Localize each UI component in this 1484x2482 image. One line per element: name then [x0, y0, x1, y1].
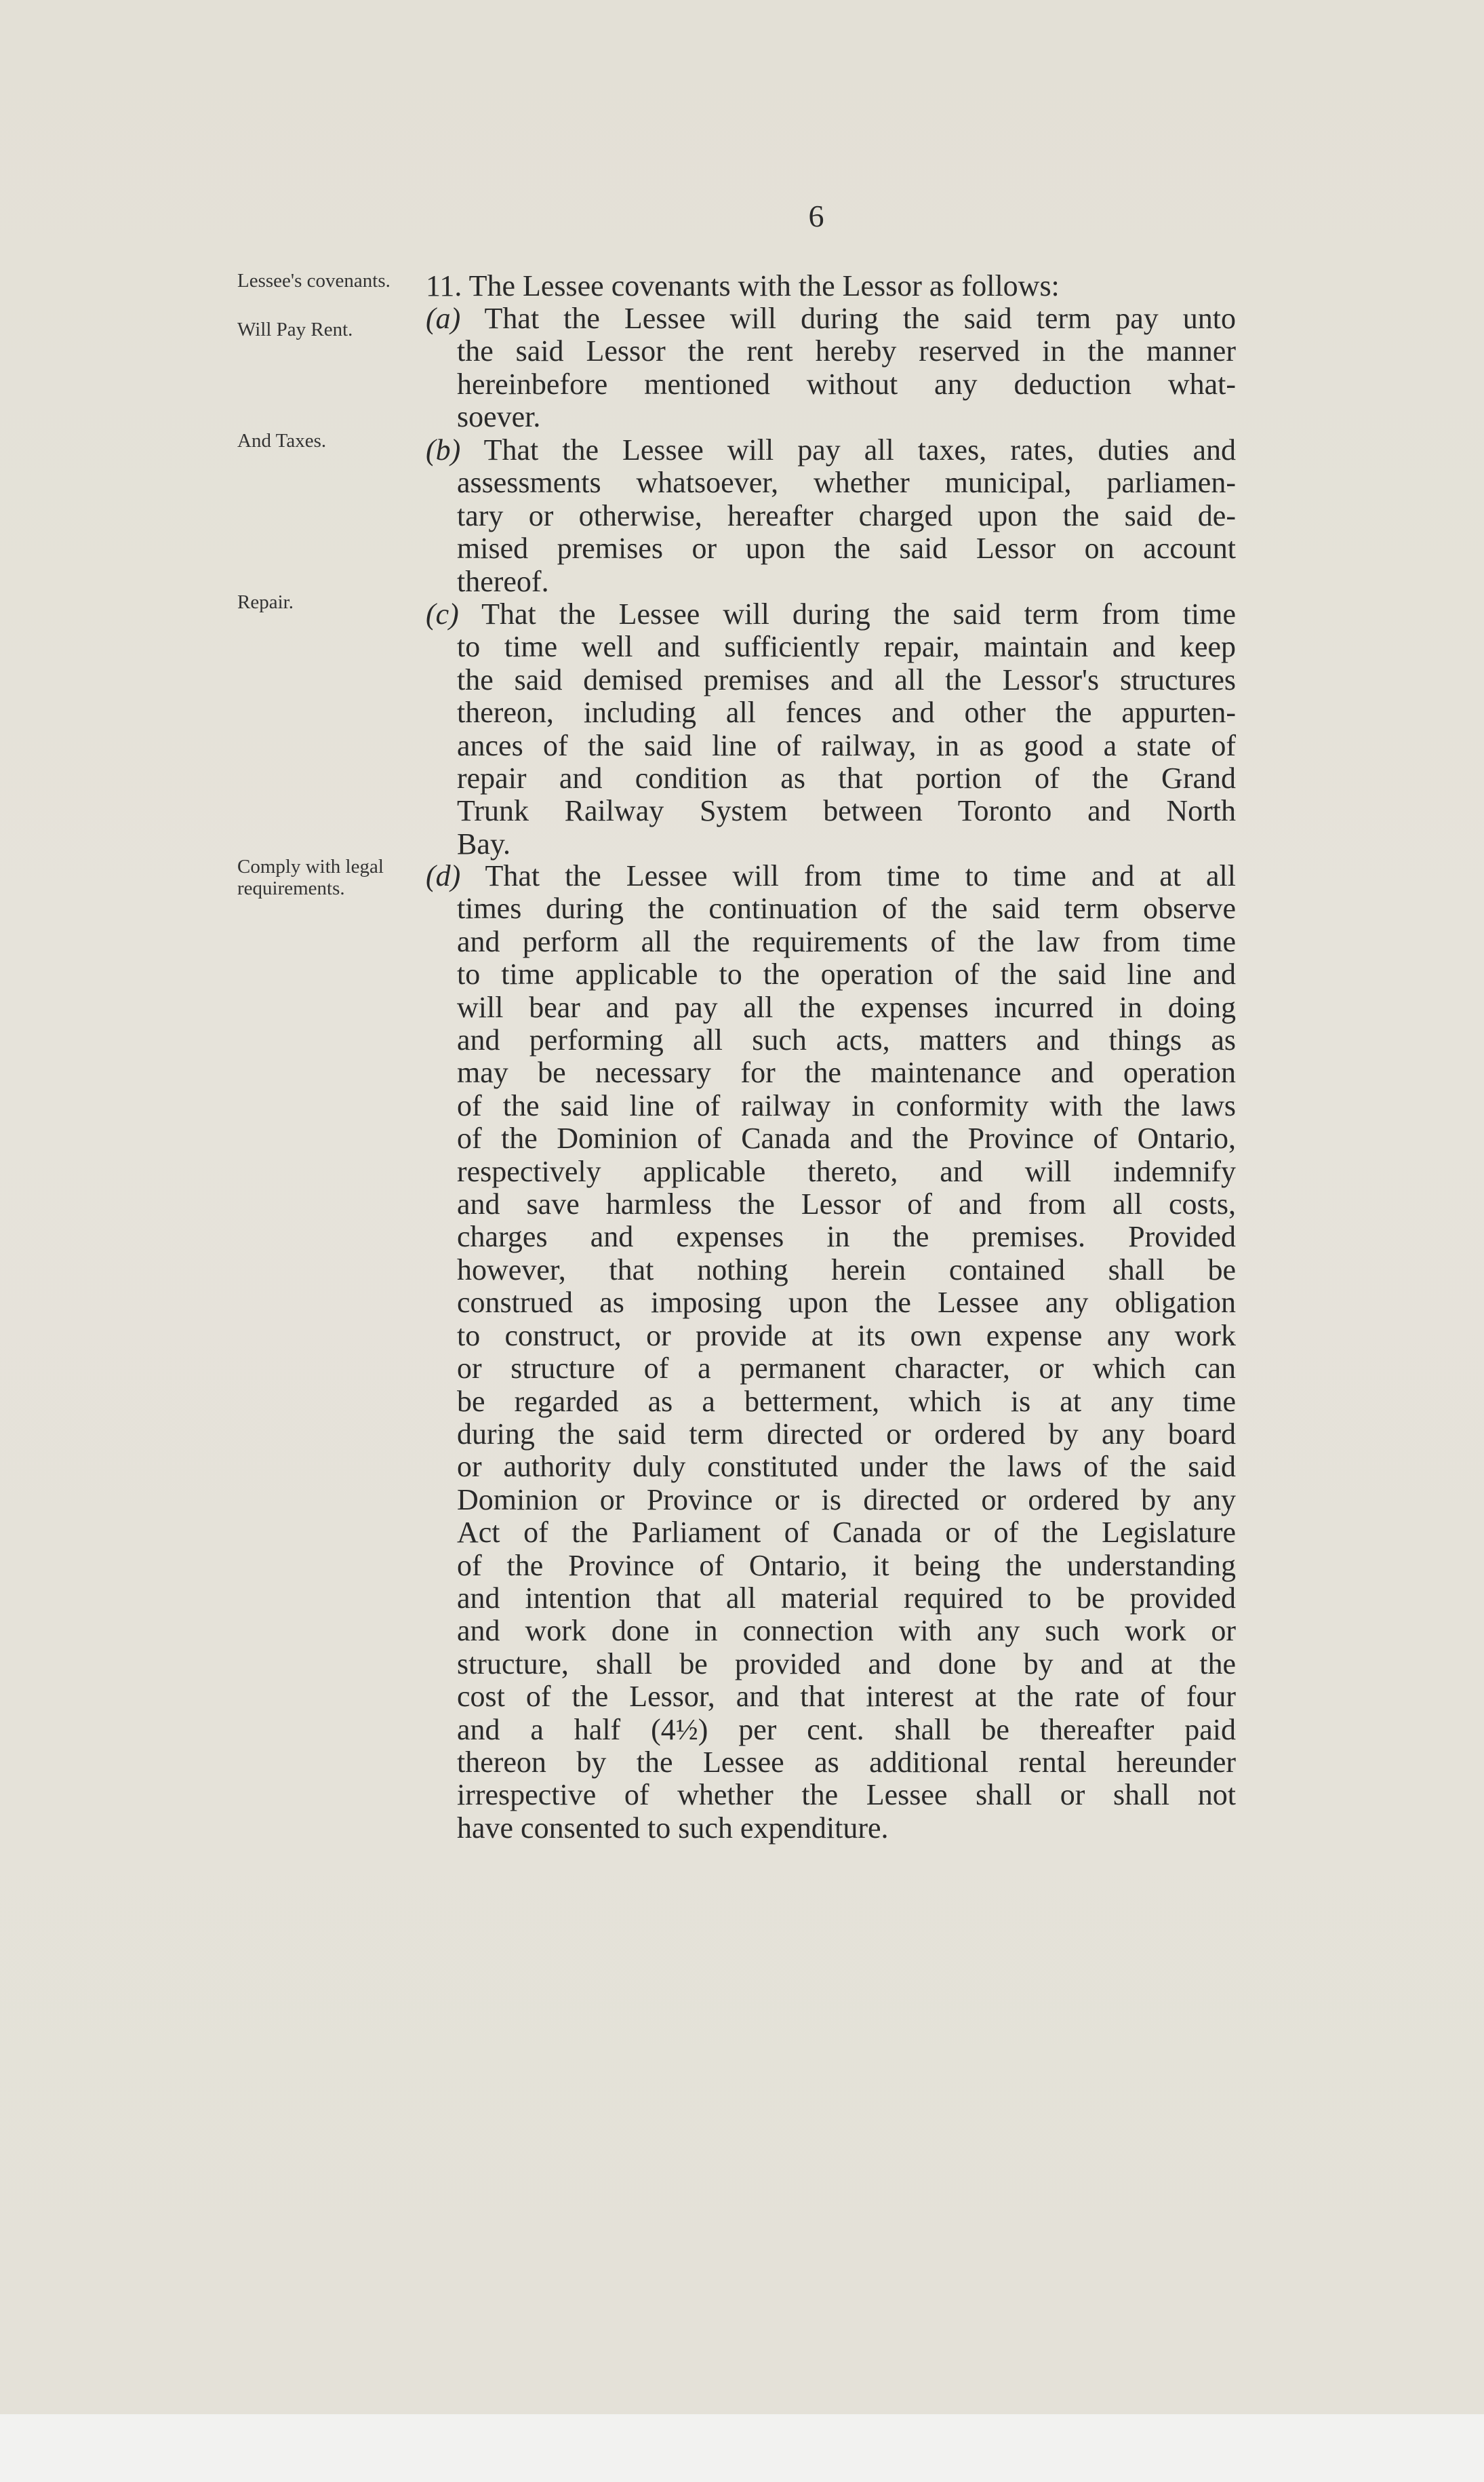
clause-d-line-28: thereon by the Lessee as additional rental hereunder [457, 1745, 1236, 1779]
clause-d-line-29: irrespective of whether the Lessee shall or shall not [457, 1778, 1236, 1812]
clause-d-line-12: charges and expenses in the premises. Provided [457, 1220, 1236, 1254]
clause-d-line-19: or authority duly constituted under the laws of the said [457, 1450, 1236, 1484]
clause-a-line-2: the said Lessor the rent hereby reserved in the manner [457, 334, 1236, 368]
clause-a-line-1: (a) That the Lessee will during the said term pay unto [426, 302, 1236, 335]
clause-d-line-7: may be necessary for the maintenance and operation [457, 1056, 1236, 1090]
clause-c-line-8: Bay. [457, 827, 511, 861]
clause-b-line-3: tary or otherwise, hereafter charged upon the said de- [457, 498, 1236, 532]
clause-d-line-3: and perform all the requirements of the law from time [457, 924, 1236, 958]
clause-b-line-4: mised premises or upon the said Lessor on account [457, 532, 1236, 566]
margin-note-repair: Repair. [237, 591, 294, 613]
clause-d-line-11: and save harmless the Lessor of and from all costs, [457, 1187, 1236, 1221]
clause-d-line-30: have consented to such expenditure. [457, 1811, 889, 1845]
margin-note-will-pay-rent: Will Pay Rent. [237, 319, 353, 340]
clause-d-line-24: and work done in connection with any such work or [457, 1614, 1236, 1648]
clause-c-line-3: the said demised premises and all the Lessor's structures [457, 663, 1236, 696]
margin-note-comply-with-legal-requirements: Comply with legal requirements. [237, 856, 384, 899]
margin-note-and-taxes: And Taxes. [237, 430, 327, 452]
clause-d-line-17: be regarded as a betterment, which is at any time [457, 1384, 1236, 1418]
clause-d-line-5: will bear and pay all the expenses incurred in doing [457, 990, 1236, 1024]
clause-d-line-27: and a half (4½) per cent. shall be thereafter paid [457, 1712, 1236, 1746]
clause-d-line-4: to time applicable to the operation of the said line and [457, 958, 1236, 991]
clause-c-label: (c) [426, 597, 459, 631]
clause-b-line-1: (b) That the Lessee will pay all taxes, rates, duties and [426, 433, 1236, 467]
clause-d-line-14: construed as imposing upon the Lessee any obligation [457, 1286, 1236, 1320]
clause-c-line-5: ances of the said line of railway, in as good a state of [457, 728, 1236, 762]
clause-c-line-7: Trunk Railway System between Toronto and North [457, 794, 1236, 828]
clause-d-line-9: of the Dominion of Canada and the Province of Ontario, [457, 1122, 1236, 1156]
clause-d-line-20: Dominion or Province or is directed or ordered by any [457, 1482, 1236, 1516]
clause-d-line-1: (d) That the Lessee will from time to time and at all [426, 859, 1236, 892]
clause-d-line-21: Act of the Parliament of Canada or of the Legislature [457, 1516, 1236, 1550]
clause-d-line-15: to construct, or provide at its own expense any work [457, 1318, 1236, 1352]
clause-d-line-13: however, that nothing herein contained shall be [457, 1253, 1236, 1286]
clause-c [426, 598, 1236, 861]
clause-d-line-10: respectively applicable thereto, and will indemnify [457, 1154, 1236, 1188]
margin-note-lessees-covenants: Lessee's covenants. [237, 270, 390, 292]
clause-a-line-4: soever. [457, 400, 541, 434]
clause-d-line-26: cost of the Lessor, and that interest at the rate of four [457, 1680, 1236, 1714]
clause-a-label: (a) [426, 302, 461, 335]
clause-b [426, 434, 1236, 598]
covenants-intro: 11. The Lessee covenants with the Lessor as follows: [426, 269, 1060, 302]
clause-c-line-4: thereon, including all fences and other the appurten- [457, 696, 1236, 730]
clause-b-line-5: thereof. [457, 564, 549, 598]
clause-d-line-23: and intention that all material required to be provided [457, 1581, 1236, 1615]
clause-d-line-25: structure, shall be provided and done by and at the [457, 1647, 1236, 1680]
clause-d-label: (d) [426, 859, 461, 892]
scan-bottom-border [0, 2414, 1484, 2482]
clause-d-line-22: of the Province of Ontario, it being the understanding [457, 1548, 1236, 1582]
clause-d-line-8: of the said line of railway in conformity with the laws [457, 1088, 1236, 1122]
clause-d-line-2: times during the continuation of the said term observe [457, 892, 1236, 926]
clause-b-label: (b) [426, 433, 461, 467]
clause-a-line-3: hereinbefore mentioned without any deduction what- [457, 367, 1236, 401]
page-number: 6 [808, 199, 824, 233]
clause-b-line-2: assessments whatsoever, whether municipal, parliamen- [457, 466, 1236, 500]
clause-c-line-6: repair and condition as that portion of the Grand [457, 762, 1236, 795]
clause-c-line-1: (c) That the Lessee will during the said term from time [426, 597, 1236, 631]
clause-d [426, 860, 1236, 1845]
clause-a [426, 302, 1236, 434]
clause-d-line-16: or structure of a permanent character, or which can [457, 1352, 1236, 1385]
clause-d-line-6: and performing all such acts, matters and things as [457, 1023, 1236, 1057]
clause-d-line-18: during the said term directed or ordered by any board [457, 1417, 1236, 1451]
clause-c-line-2: to time well and sufficiently repair, maintain and keep [457, 630, 1236, 664]
